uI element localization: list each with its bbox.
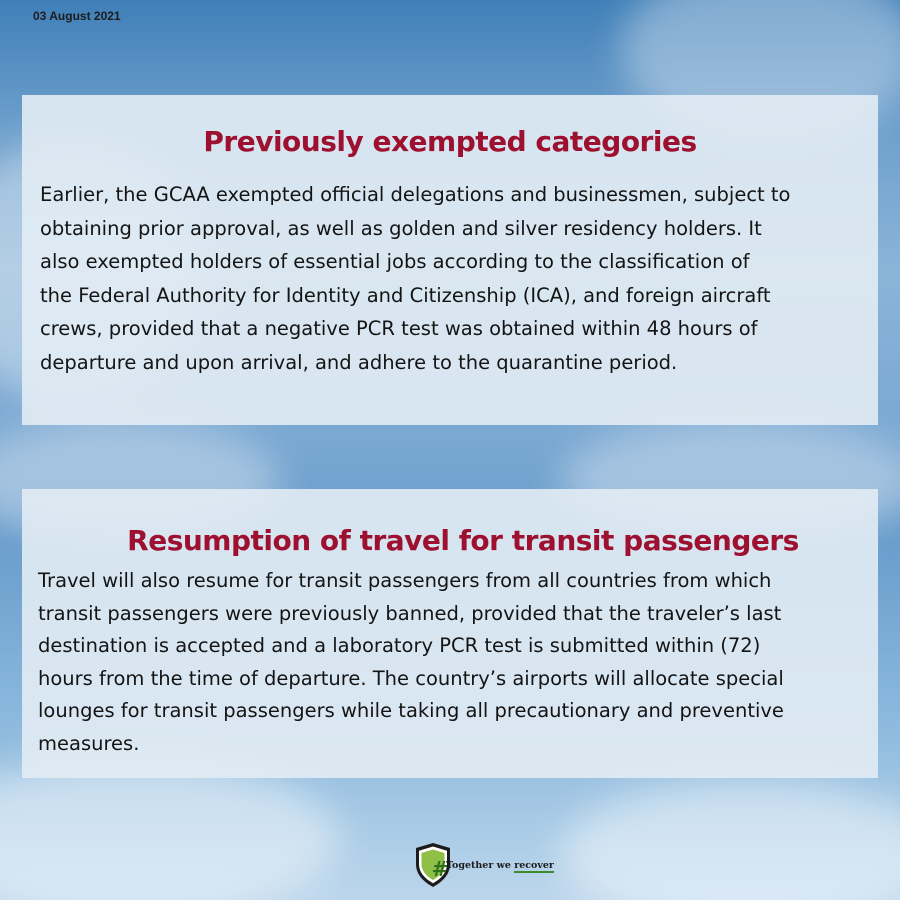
body-line: crews, provided that a negative PCR test was obtained within 48 hours of [40, 317, 758, 340]
body-line: obtaining prior approval, as well as golden and silver residency holders. It [40, 216, 762, 240]
body-line: hours from the time of departure. The country’s airports will allocate special [38, 666, 784, 690]
section-body [22, 557, 878, 760]
info-panel-transit [22, 489, 878, 778]
section-body [22, 158, 878, 379]
body-line: measures. [38, 731, 140, 755]
tagline-text: Together we [446, 859, 515, 871]
body-line: Earlier, the GCAA exempted official delegations and businessmen, subject to [40, 183, 791, 206]
campaign-tagline [446, 860, 554, 871]
logo-hashtag: # [431, 857, 449, 881]
body-line: destination is accepted and a laboratory PCR test is submitted within (72) [38, 634, 761, 657]
body-line: the Federal Authority for Identity and Citizenship (ICA), and foreign aircraft [40, 283, 771, 307]
body-line: transit passengers were previously banned, provided that the traveler’s last [38, 601, 782, 625]
section-title: Resumption of travel for transit passengers [127, 524, 799, 557]
section-title: Previously exempted categories [203, 125, 697, 158]
body-line: lounges for transit passengers while taking all precautionary and preventive [38, 699, 784, 722]
body-line: also exempted holders of essential jobs according to the classification of [40, 250, 750, 273]
post-date: 03 August 2021 [33, 9, 121, 23]
tagline-highlight: recover [514, 859, 554, 871]
body-line: Travel will also resume for transit passengers from all countries from which [38, 569, 772, 592]
body-line: departure and upon arrival, and adhere to the quarantine period. [40, 350, 678, 374]
campaign-footer [414, 842, 554, 888]
info-panel-exempted [22, 95, 878, 425]
